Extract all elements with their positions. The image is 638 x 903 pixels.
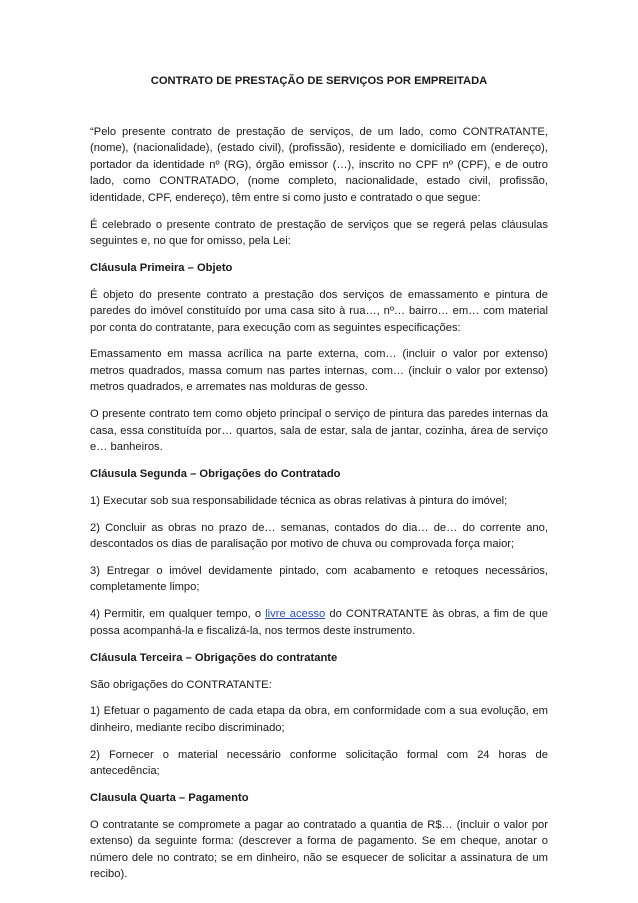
document-body <box>90 124 548 893</box>
clause2-item-2: 2) Concluir as obras no prazo de… semanas, contados do dia… de… do corrente ano, descontados os dias de paralisação por motivo de chuva ou comprovada força maior; <box>90 521 548 551</box>
clause3-item-1: 1) Efetuar o pagamento de cada etapa da obra, em conformidade com a sua evolução, em dinheiro, mediante recibo discriminado; <box>90 705 548 734</box>
clause1-paragraph-1: É objeto do presente contrato a prestação dos serviços de emassamento e pintura de paredes do imóvel constituído por uma casa sito à rua…, nº… bairro… em… com material por conta do contratante, para execução com as seguintes especificações: <box>90 288 548 334</box>
clause2-item-4 <box>90 606 548 639</box>
clause1-paragraph-3: O presente contrato tem como objeto principal o serviço de pintura das paredes internas da casa, essa constituída por… quartos, sala de estar, sala de jantar, cozinha, área de serviço e… banheiros. <box>90 408 548 453</box>
clause3-item-2: 2) Fornecer o material necessário conforme solicitação formal com 24 horas de antecedência; <box>90 748 548 778</box>
livre-acesso-link[interactable]: livre acesso <box>265 608 326 621</box>
document-title: CONTRATO DE PRESTAÇÃO DE SERVIÇOS POR EMPREITADA <box>150 75 488 87</box>
clause4-paragraph-1: O contratante se compromete a pagar ao contratado a quantia de R$… (incluir o valor por extenso) da seguinte forma: (descrever a forma de pagamento. Se em cheque, anotar o número dele no contrato; se em dinheiro, não se esquecer de solicitar a assinatura de um recibo). <box>90 819 548 881</box>
clause1-heading: Cláusula Primeira – Objeto <box>90 261 233 274</box>
preamble-paragraph: É celebrado o presente contrato de prestação de serviços que se regerá pelas cláusulas seguintes e, no que for omisso, pela Lei: <box>90 218 548 247</box>
clause1-paragraph-2: Emassamento em massa acrílica na parte externa, com… (incluir o valor por extenso) metros quadrados, massa comum nas partes internas, com… (incluir o valor por extenso) metros quadrados, e arremates nas molduras de gesso. <box>90 348 548 394</box>
clause2-item-3: 3) Entregar o imóvel devidamente pintado, com acabamento e retoques necessários, completamente limpo; <box>90 565 548 594</box>
clause3-intro: São obrigações do CONTRATANTE: <box>90 678 272 691</box>
intro-paragraph: “Pelo presente contrato de prestação de serviços, de um lado, como CONTRATANTE, (nome), (nacionalidade), (estado civil), (profissão), residente e domiciliado em (endereço), portador da identidade nº (RG), órgão emissor (…), inscrito no CPF nº (CPF), e de outro lado, como CONTRATADO, (nome completo, nacionalidade, estado civil, profissão, identidade, CPF, endereço), têm entre si como justo e contratado o que segue: <box>90 126 548 204</box>
clause2-heading: Cláusula Segunda – Obrigações do Contratado <box>90 467 341 480</box>
clause2-item-4-after: do CONTRATANTE às obras, a fim de que possa acompanhá-la e fiscalizá-la, nos termos deste instrumento. <box>90 608 548 637</box>
clause2-item-1: 1) Executar sob sua responsabilidade técnica as obras relativas à pintura do imóvel; <box>90 494 508 507</box>
clause2-item-4-before: 4) Permitir, em qualquer tempo, o <box>90 608 266 621</box>
clause3-heading: Cláusula Terceira – Obrigações do contratante <box>90 651 338 664</box>
clause4-heading: Clausula Quarta – Pagamento <box>90 792 249 805</box>
